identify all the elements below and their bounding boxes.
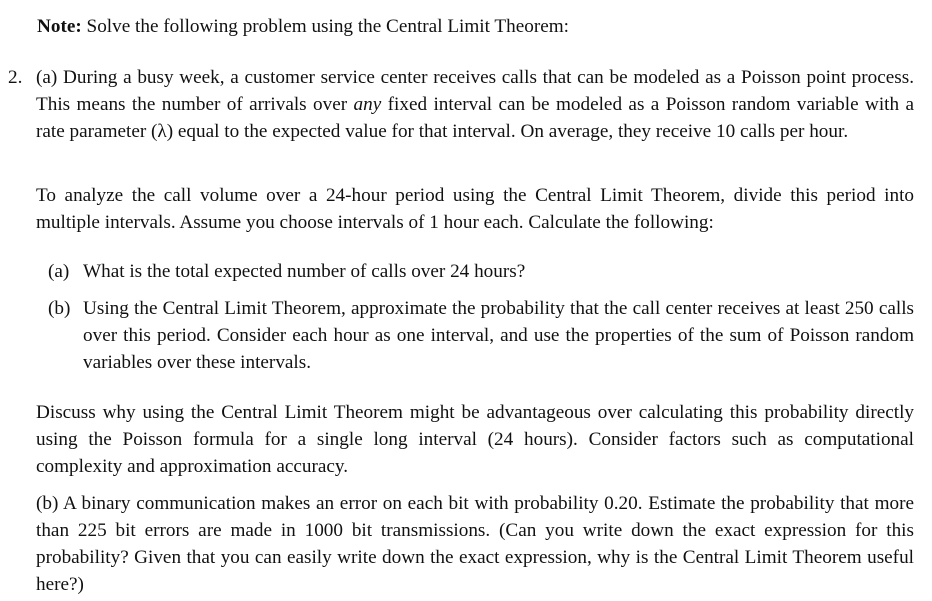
subquestion-text: Using the Central Limit Theorem, approximate the probability that the call center receives at least 250 calls over this period. Consider each hour as one interval, and use the properties of the sum of Poisson random variables over these intervals. — [83, 298, 914, 373]
part-a-label: (a) — [36, 67, 58, 88]
part-a-emphasis: any — [353, 94, 382, 115]
subquestion-label: (b) — [48, 298, 71, 319]
problem-part-b: (b) A binary communication makes an error on each bit with probability 0.20. Estimate the probability that more than 225 bit errors are made in 1000 bit transmissions. (Can you write down the exact expression for this probability? Given that you can easily write down the exact expression, why is the Central Limit Theorem useful here?) — [36, 493, 914, 595]
part-a-text-before: During a busy week, a customer service center receives calls that can be modeled as a Poisson point process. This means the number of arrivals over — [36, 67, 914, 115]
note-label: Note: — [37, 16, 82, 37]
note-text: Solve the following problem using the Central Limit Theorem: — [81, 16, 569, 37]
discussion-paragraph: Discuss why using the Central Limit Theorem might be advantageous over calculating this probability directly using the Poisson formula for a single long interval (24 hours). Consider factors such as computational complexity and approximation accuracy. — [36, 402, 914, 477]
part-a-text-after: fixed interval can be modeled as a Poisson random variable with a rate parameter (λ) equal to the expected value for that interval. On average, they receive 10 calls per hour. — [36, 94, 915, 142]
subquestion-item — [48, 295, 914, 376]
subquestion-item — [48, 258, 914, 285]
problem-number: 2. — [8, 67, 23, 88]
subquestion-label: (a) — [48, 261, 70, 282]
subquestion-text: What is the total expected number of calls over 24 hours? — [83, 261, 526, 282]
note-line — [37, 13, 569, 40]
problem-setup: To analyze the call volume over a 24-hour period using the Central Limit Theorem, divide this period into multiple intervals. Assume you choose intervals of 1 hour each. Calculate the following: — [36, 185, 914, 233]
problem-part-a — [36, 64, 914, 145]
